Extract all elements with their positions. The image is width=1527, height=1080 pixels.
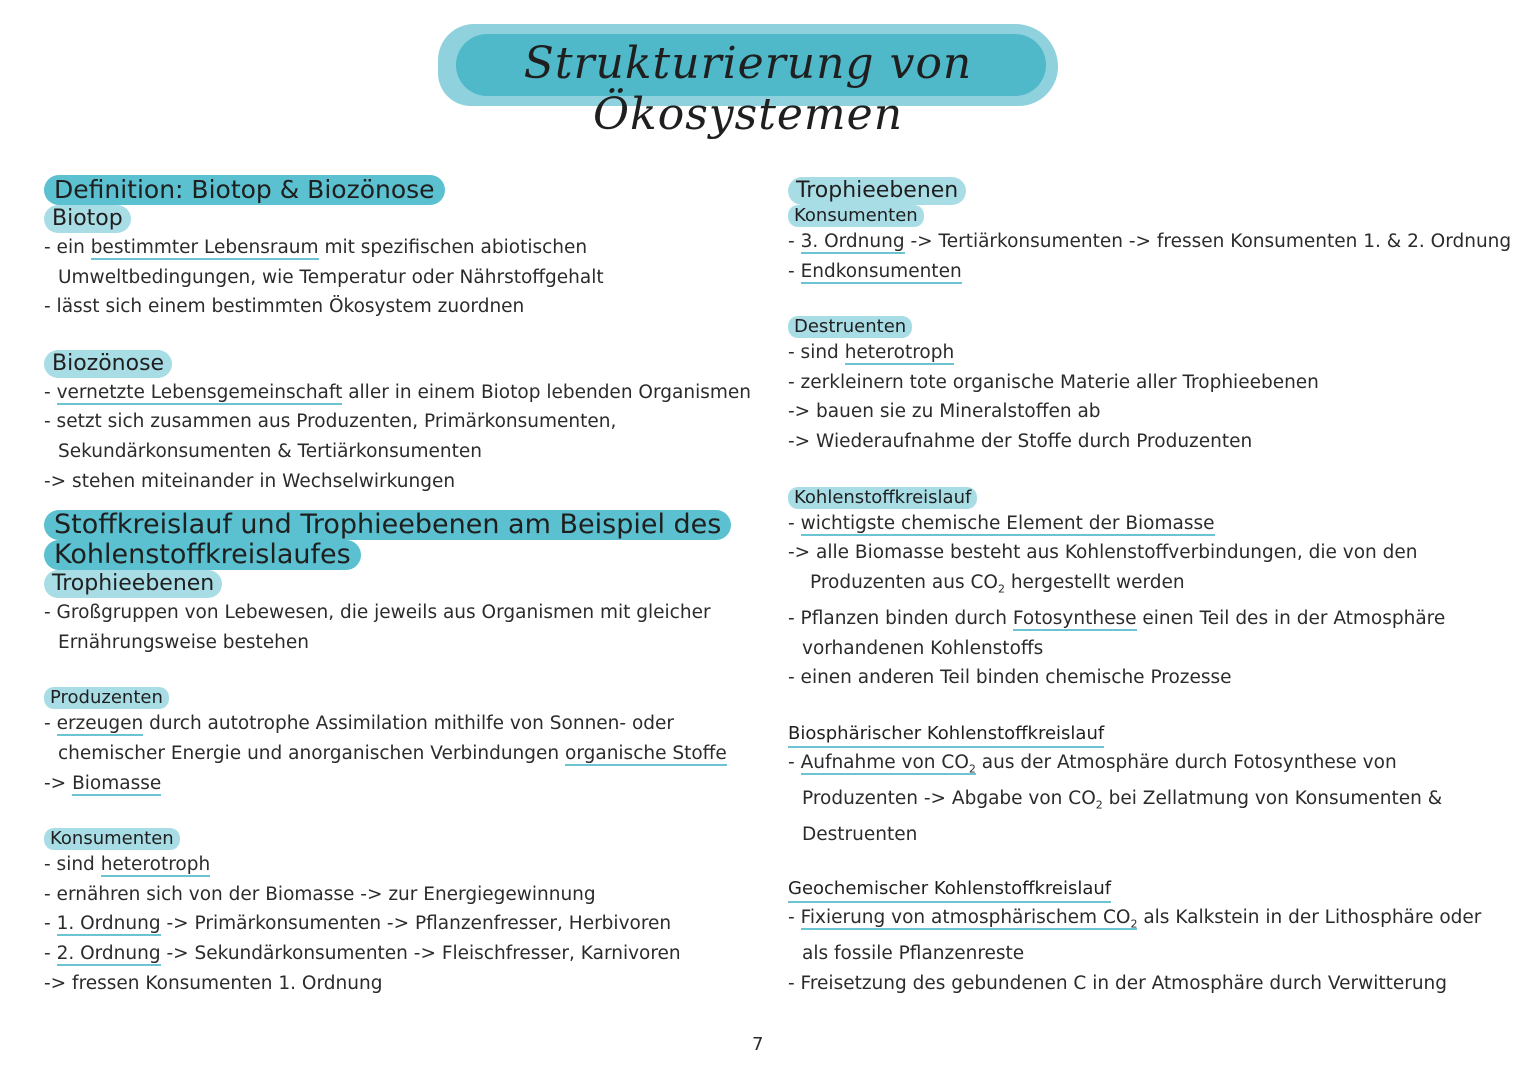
heading-biosphaerisch: Biosphärischer Kohlenstoffkreislauf [788,723,1104,748]
text-line: - 2. Ordnung -> Sekundärkonsumenten -> Fleischfresser, Karnivoren [44,942,681,964]
text-line: Ernährungsweise bestehen [58,631,309,653]
text-line: - 1. Ordnung -> Primärkonsumenten -> Pflanzenfresser, Herbivoren [44,913,672,935]
text-line: Destruenten [802,824,918,846]
text-line: vorhandenen Kohlenstoffs [802,637,1044,659]
heading-biozoenose: Biozönose [44,350,172,378]
text-line: - Großgruppen von Lebewesen, die jeweils aus Organismen mit gleicher [44,602,711,624]
text-line: chemischer Energie und anorganischen Verbindungen organische Stoffe [58,742,727,764]
text-line: -> Wiederaufnahme der Stoffe durch Produzenten [788,430,1253,452]
heading-konsumenten: Konsumenten [44,828,180,850]
page-title: Strukturierung von Ökosystemen [523,38,973,140]
text-line: -> stehen miteinander in Wechselwirkungen [44,470,456,492]
text-line: -> alle Biomasse besteht aus Kohlenstoffverbindungen, die von den [788,542,1418,564]
text-line: Sekundärkonsumenten & Tertiärkonsumenten [58,440,482,462]
text-line: -> bauen sie zu Mineralstoffen ab [788,401,1101,423]
text-line: - einen anderen Teil binden chemische Prozesse [788,667,1232,689]
text-line: als fossile Pflanzenreste [802,943,1025,965]
heading-geochemisch: Geochemischer Kohlenstoffkreislauf [788,878,1111,903]
title-banner [438,16,1058,140]
text-line: - 3. Ordnung -> Tertiärkonsumenten -> fressen Konsumenten 1. & 2. Ordnung [788,231,1512,252]
heading-destruenten: Destruenten [788,316,912,338]
text-line: -> Biomasse [44,772,162,794]
text-line: - setzt sich zusammen aus Produzenten, Primärkonsumenten, [44,411,617,433]
text-line: - Freisetzung des gebundenen C in der Atmosphäre durch Verwitterung [788,972,1448,994]
page-number: 7 [752,1034,764,1055]
text-line: - vernetzte Lebensgemeinschaft aller in einem Biotop lebenden Organismen [44,381,751,403]
text-line: - Aufnahme von $CO_2$ aus der Atmosphäre durch Fotosynthese von [788,751,1397,776]
text-line: - ernähren sich von der Biomasse -> zur Energiegewinnung [44,883,596,905]
text-line: Umweltbedingungen, wie Temperatur oder Nährstoffgehalt [58,266,604,288]
right-column [788,177,1512,998]
text-line: Produzenten aus $CO_2$ hergestellt werden [810,571,1185,596]
heading-trophieebenen: Trophieebenen [44,570,222,598]
heading-definition: Definition: Biotop & Biozönose [44,175,445,205]
heading-biotop: Biotop [44,205,131,233]
text-line: - ein bestimmter Lebensraum mit spezifischen abiotischen [44,237,588,258]
text-line: -> fressen Konsumenten 1. Ordnung [44,972,383,994]
text-line: - zerkleinern tote organische Materie aller Trophieebenen [788,371,1319,393]
text-line: Produzenten -> Abgabe von $CO_2$ bei Zellatmung von Konsumenten & [802,788,1443,812]
left-column [44,175,751,998]
heading-stoffkreislauf-2: Kohlenstoffkreislaufes [44,540,361,570]
text-line: - Fixierung von atmosphärischem $CO_2$ als Kalkstein in der Lithosphäre oder [788,906,1482,931]
text-line: - Endkonsumenten [788,260,962,282]
text-line: - lässt sich einem bestimmten Ökosystem zuordnen [44,296,525,318]
text-line: - sind heterotroph [44,854,211,876]
text-line: - sind heterotroph [788,342,955,364]
heading-trophieebenen-right: Trophieebenen [788,177,966,205]
text-line: - erzeugen durch autotrophe Assimilation mithilfe von Sonnen- oder [44,713,675,735]
text-line: - Pflanzen binden durch Fotosynthese einen Teil des in der Atmosphäre [788,608,1446,630]
heading-konsumenten-right: Konsumenten [788,205,924,227]
text-line: - wichtigste chemische Element der Biomasse [788,512,1215,534]
heading-stoffkreislauf: Stoffkreislauf und Trophieebenen am Beispiel des [44,510,731,540]
heading-kohlenstoffkreislauf: Kohlenstoffkreislauf [788,487,977,509]
heading-produzenten: Produzenten [44,687,169,709]
